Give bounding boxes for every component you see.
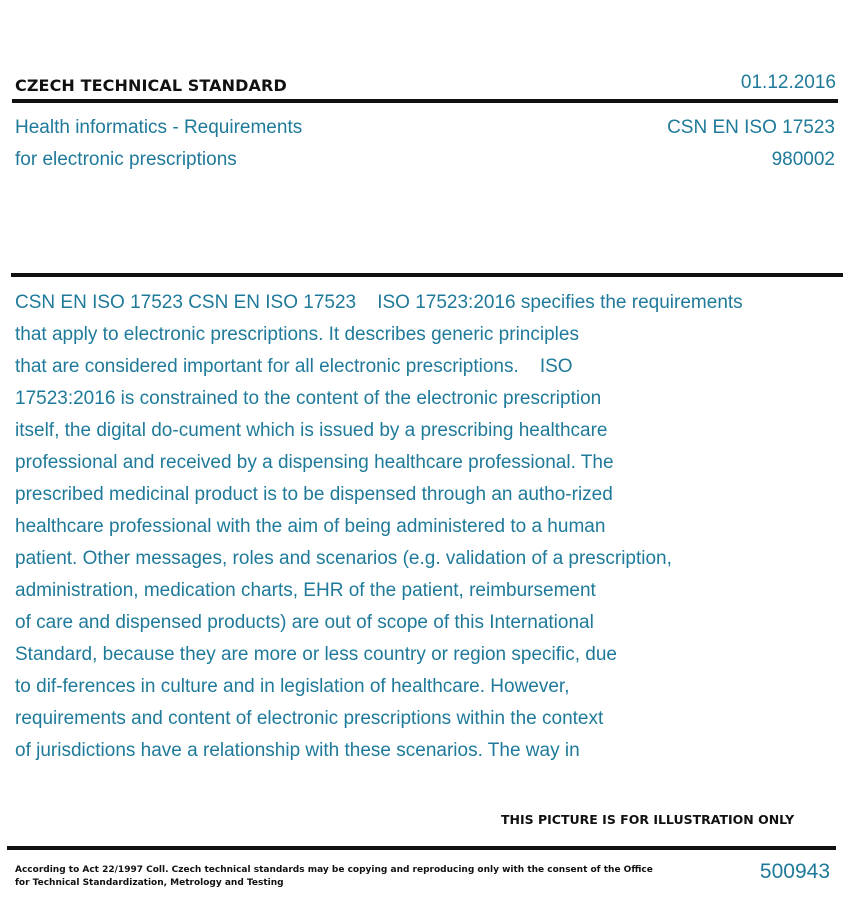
publication-date: 01.12.2016 [740, 72, 836, 93]
abstract-line: prescribed medicinal product is to be dispensed through an autho-rized [15, 484, 613, 505]
abstract-line: itself, the digital do-cument which is issued by a prescribing healthcare [15, 420, 608, 441]
abstract-line: that are considered important for all electronic prescriptions. ISO [15, 356, 573, 377]
classification-code: 980002 [771, 149, 835, 170]
standard-title [15, 112, 302, 176]
abstract-line: Standard, because they are more or less country or region specific, due [15, 644, 617, 665]
standard-title-line-2: for electronic prescriptions [15, 149, 237, 170]
standard-number: CSN EN ISO 17523 [667, 117, 835, 138]
section-rule [11, 273, 843, 277]
header-rule [12, 99, 838, 103]
illustration-notice: THIS PICTURE IS FOR ILLUSTRATION ONLY [501, 812, 795, 827]
footer-rule [7, 846, 836, 850]
legal-notice [15, 864, 653, 890]
abstract-line: healthcare professional with the aim of being administered to a human [15, 516, 606, 537]
abstract-line: that apply to electronic prescriptions. It describes generic principles [15, 324, 579, 345]
abstract-line: administration, medication charts, EHR of the patient, reimbursement [15, 580, 596, 601]
abstract-line: to dif-ferences in culture and in legislation of healthcare. However, [15, 676, 570, 697]
legal-notice-line-2: for Technical Standardization, Metrology and Testing [15, 878, 284, 888]
abstract-line: requirements and content of electronic prescriptions within the context [15, 708, 604, 729]
legal-notice-line-1: According to Act 22/1997 Coll. Czech technical standards may be copying and reproducing only with the consent of the Office [15, 865, 653, 875]
abstract-line: CSN EN ISO 17523 CSN EN ISO 17523 ISO 17523:2016 specifies the requirements [15, 292, 743, 313]
abstract-line: professional and received by a dispensing healthcare professional. The [15, 452, 614, 473]
document-type-title: CZECH TECHNICAL STANDARD [15, 76, 287, 95]
abstract-line: of jurisdictions have a relationship with these scenarios. The way in [15, 740, 580, 761]
abstract-line: 17523:2016 is constrained to the content of the electronic prescription [15, 388, 602, 409]
abstract-text [15, 287, 845, 767]
product-code: 500943 [759, 860, 830, 883]
standard-title-line-1: Health informatics - Requirements [15, 117, 303, 138]
abstract-line: patient. Other messages, roles and scenarios (e.g. validation of a prescription, [15, 548, 672, 569]
abstract-line: of care and dispensed products) are out of scope of this International [15, 612, 594, 633]
standard-identifiers [667, 112, 835, 176]
